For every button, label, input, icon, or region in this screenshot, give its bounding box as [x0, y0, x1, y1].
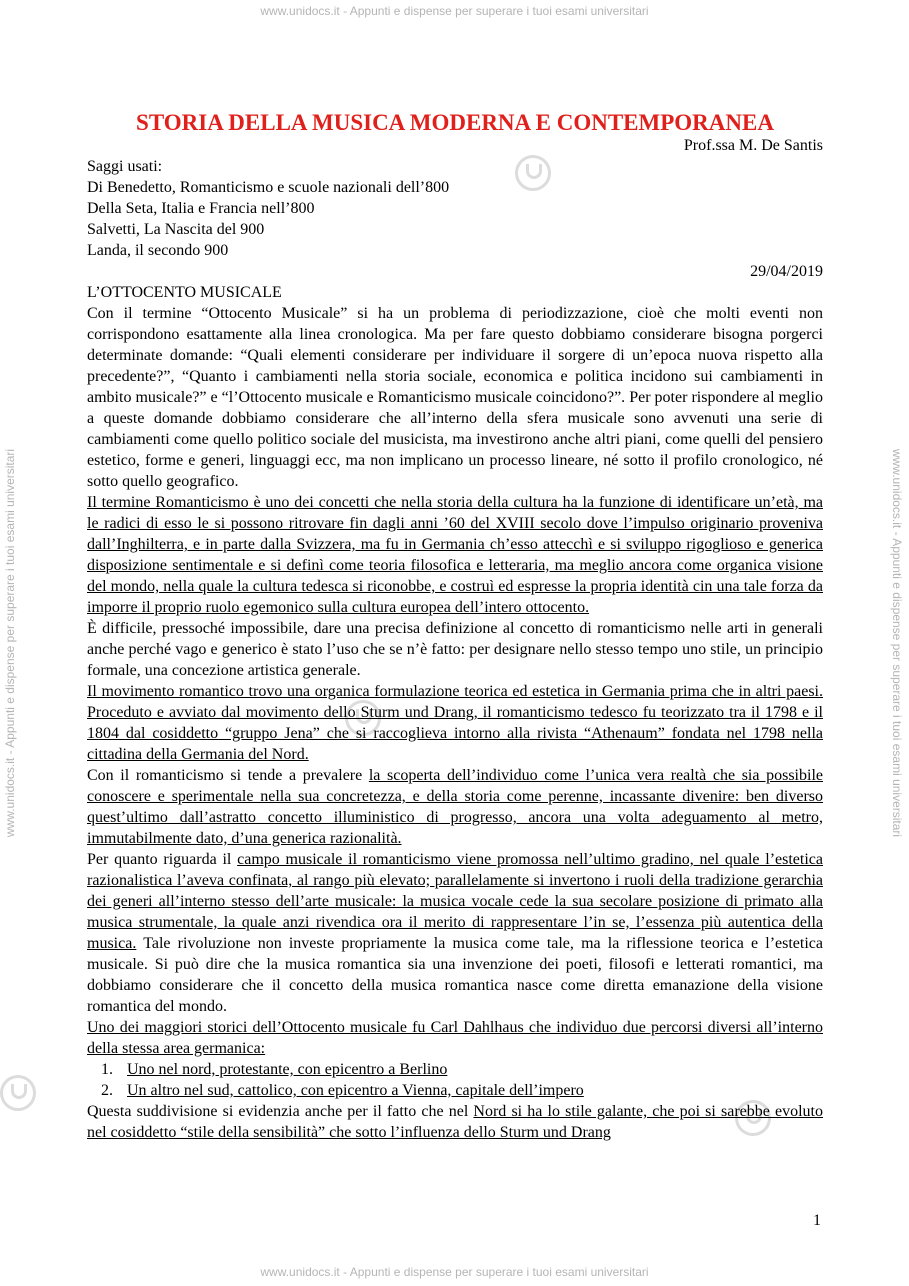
paragraph-2: Il termine Romanticismo è uno dei concetti che nella storia della cultura ha la funzione di identificare un’età, ma le radici di esso le si possono ritrovare fin dagli anni ’60 del XVIII secolo dove l’impulso originario proveniva dall’Inghilterra, e in parte dalla Svizzera, ma fu in Germania ch’esso attecchì e si sviluppo rigoglioso e generica disposizione sentimentale e si definì come teoria filosofica e letteraria, ma meglio ancora come organica visione del mondo, nella quale la cultura tedesca si riconobbe, e costruì ed espresse la propria identità cin una tale forza da imporre il proprio ruolo egemonico sulla cultura europea dell’intero ottocento. [87, 494, 823, 616]
paragraph-5-underlined: la scoperta dell’individuo come l’unica vera realtà che sia possibile conoscere e sperimentale nella sua concretezza, e della storia come perenne, incassante divenire: ben diverso quest’ultimo dall’astratto concetto illuministico di progresso, ancora una volta adeguamento al metro, immutabilmente dato, d’una generica razionalità. [87, 767, 823, 847]
paragraph-3: È difficile, pressoché impossibile, dare una precisa definizione al concetto di romanticismo nelle arti in generali anche perché vago e generico è stato l’uso che se n’è fatto: per designare nello stesso tempo uno stile, un principio formale, una concezione artistica generale. [87, 620, 823, 679]
watermark-left [3, 363, 17, 923]
source-item: Landa, il secondo 900 [87, 242, 229, 259]
paragraph-8 [87, 1101, 823, 1143]
paragraph-5-text: Con il romanticismo si tende a prevalere [87, 767, 369, 784]
paragraph-6-tail: Tale rivoluzione non investe propriamente la musica come tale, ma la riflessione teorica e l’estetica musicale. Si può dire che la musica romantica sia una invenzione dei poeti, filosofi e letterati romantici, ma dobbiamo considerare che il concetto della musica romantica nasce come diretta emanazione della visione romantica del mondo. [87, 935, 823, 1015]
paragraph-6 [87, 849, 823, 1017]
source-item: Salvetti, La Nascita del 900 [87, 221, 265, 238]
author-line: Prof.ssa M. De Santis [683, 137, 823, 154]
source-item: Di Benedetto, Romanticismo e scuole nazionali dell’800 [87, 179, 450, 196]
watermark-logo-icon [0, 1075, 36, 1111]
watermark-top [0, 4, 909, 18]
paragraph-6-text: Per quanto riguarda il [87, 851, 238, 868]
watermark-right [890, 363, 904, 923]
paragraph-6-underlined: campo musicale il romanticismo viene promossa nell’ultimo gradino, nel quale l’estetica razionalistica l’aveva confinata, al rango più elevato; parallelamente si invertono i ruoli della tradizione gerarchia dei generi all’interno stesso dell’arte musicale: la musica vocale cede la sua secolare posizione di primato alla musica strumentale, la quale anzi rivendica ora il merito di rappresentare l’in se, l’essenza più autentica della musica. [87, 851, 824, 952]
document-title: STORIA DELLA MUSICA MODERNA E CONTEMPORANEA [136, 110, 774, 135]
watermark-left-text: www.unidocs.it - Appunti e dispense per superare i tuoi esami universitari [3, 448, 17, 838]
watermark-bottom [0, 1265, 909, 1279]
paragraph-8-underlined: Nord si ha lo stile galante, che poi si sarebbe evoluto nel cosiddetto “stile della sensibilità” che sotto l’influenza dello Sturm und Drang [87, 1103, 823, 1141]
list-item: 1. Uno nel nord, protestante, con epicentro a Berlino [117, 1059, 823, 1080]
document-page [87, 108, 823, 1143]
watermark-right-text: www.unidocs.it - Appunti e dispense per superare i tuoi esami universitari [890, 448, 904, 838]
page-number: 1 [813, 1212, 821, 1229]
source-item: Della Seta, Italia e Francia nell’800 [87, 200, 315, 217]
numbered-list [87, 1059, 823, 1101]
sources-label: Saggi usati: [87, 158, 163, 175]
paragraph-5 [87, 765, 823, 849]
lecture-date: 29/04/2019 [750, 263, 823, 280]
paragraph-8-text: Questa suddivisione si evidenzia anche per il fatto che nel [87, 1103, 474, 1120]
watermark-bottom-text: www.unidocs.it - Appunti e dispense per superare i tuoi esami universitari [260, 1265, 649, 1279]
paragraph-7: Uno dei maggiori storici dell’Ottocento musicale fu Carl Dahlhaus che individuo due percorsi diversi all’interno della stessa area germanica: [87, 1019, 823, 1057]
watermark-top-text: www.unidocs.it - Appunti e dispense per superare i tuoi esami universitari [260, 4, 649, 18]
paragraph-1: Con il termine “Ottocento Musicale” si ha un problema di periodizzazione, cioè che molti eventi non corrispondono esattamente alla linea cronologica. Ma per fare questo dobbiamo considerare bisogna porgerci determinate domande: “Quali elementi considerare per individuare il sorgere di un’epoca nuova rispetto alla precedente?”, “Quanto i cambiamenti nella storia sociale, economica e politica incidono sui cambiamenti in ambito musicale?” e “l’Ottocento musicale e Romanticismo musicale coincidono?”. Per poter rispondere al meglio a queste domande dobbiamo considerare che all’interno della sfera musicale sono avvenuti una serie di cambiamenti come quello politico sociale del musicista, ma investirono anche altri piani, come quelli del pensiero estetico, forme e generi, linguaggi ecc, ma non implicano un processo lineare, né sotto il profilo cronologico, né sotto quello geografico. [87, 305, 823, 490]
list-item: 2. Un altro nel sud, cattolico, con epicentro a Vienna, capitale dell’impero [117, 1080, 823, 1101]
section-heading: L’OTTOCENTO MUSICALE [87, 284, 282, 301]
paragraph-4: Il movimento romantico trovo una organica formulazione teorica ed estetica in Germania prima che in altri paesi. Proceduto e avviato dal movimento dello Sturm und Drang, il romanticismo tedesco fu teorizzato tra il 1798 e il 1804 dal cosiddetto “gruppo Jena” che si raccoglieva intorno alla rivista “Athenaum” fondata nel 1798 nella cittadina della Germania del Nord. [87, 683, 823, 763]
